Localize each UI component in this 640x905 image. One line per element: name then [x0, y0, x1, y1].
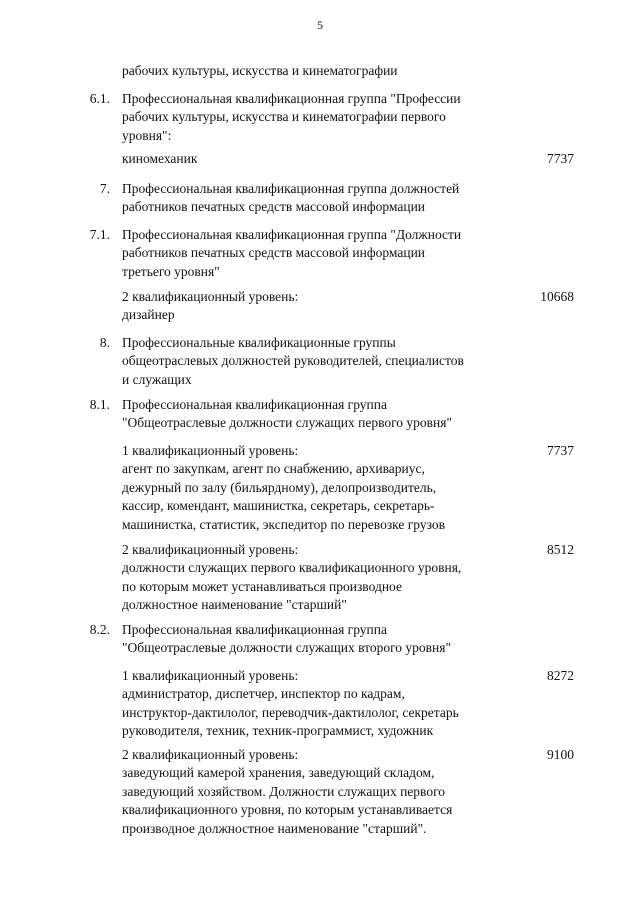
page-number: 5 [317, 18, 323, 32]
row-text-line: "Общеотраслевые должности служащих второго уровня" [122, 640, 452, 656]
row-text-line: Профессиональные квалификационные группы [122, 335, 396, 350]
row-text-line: инструктор-дактилолог, переводчик-дактилолог, секретарь [122, 704, 459, 720]
row-text-line: Профессиональная квалификационная группа [122, 397, 387, 412]
salary-value: 8512 [547, 542, 574, 557]
salary-value: 7737 [547, 443, 574, 458]
row-text-line: руководителя, техник, техник-программист, художник [122, 723, 434, 739]
row-text-line: рабочих культуры, искусства и кинематографии [122, 63, 398, 78]
salary-value: 8272 [547, 668, 574, 683]
row-number: 8.2. [89, 622, 110, 637]
row-text-line: должностное наименование "старший" [122, 597, 347, 613]
row-text-line: рабочих культуры, искусства и кинематографии первого [122, 109, 446, 125]
row-text-line: 1 квалификационный уровень: [122, 668, 299, 683]
row-text-line: агент по закупкам, агент по снабжению, архивариус, [122, 461, 425, 477]
row-text-line: машинистка, статистик, экспедитор по перевозке грузов [122, 516, 445, 532]
row-text-line: администратор, диспетчер, инспектор по кадрам, [122, 686, 405, 702]
row-text-line: 2 квалификационный уровень: [122, 747, 299, 762]
row-number: 6.1. [89, 91, 110, 106]
row-text-line: по которым может устанавливаться производное [122, 578, 402, 594]
row-text-line: производное должностное наименование "старший". [122, 820, 427, 836]
row-text-line: кассир, комендант, машинистка, секретарь, секретарь- [122, 498, 435, 514]
row-text-line: квалификационного уровня, по которым устанавливается [122, 802, 453, 818]
row-text-line: Профессиональная квалификационная группа "Должности [122, 227, 462, 242]
row-text-line: "Общеотраслевые должности служащих первого уровня" [122, 415, 452, 431]
row-number: 8. [99, 335, 110, 350]
row-text-line: уровня": [122, 127, 172, 143]
salary-value: 10668 [540, 289, 574, 304]
row-text-line: общеотраслевых должностей руководителей, специалистов [122, 353, 464, 369]
row-text-line: третьего уровня" [122, 263, 220, 279]
row-text-line: работников печатных средств массовой информации [122, 199, 426, 215]
row-number: 8.1. [89, 397, 110, 412]
row-text-line: Профессиональная квалификационная группа [122, 622, 387, 637]
row-text-line: работников печатных средств массовой информации [122, 245, 426, 261]
row-number: 7. [99, 181, 110, 196]
row-text-line: 2 квалификационный уровень: [122, 542, 299, 557]
row-text-line: дежурный по залу (бильярдному), делопроизводитель, [122, 479, 437, 495]
row-text-line: заведующий камерой хранения, заведующий складом, [122, 765, 435, 781]
row-text-line: заведующий хозяйством. Должности служащих первого [122, 783, 446, 799]
row-number: 7.1. [89, 227, 110, 242]
row-text-line: 1 квалификационный уровень: [122, 443, 299, 458]
salary-value: 7737 [547, 151, 574, 166]
row-text-line: 2 квалификационный уровень: [122, 289, 299, 304]
row-text-line: дизайнер [122, 307, 175, 323]
row-text-line: Профессиональная квалификационная группа "Профессии [122, 91, 461, 106]
salary-value: 9100 [547, 747, 574, 762]
row-text-line: Профессиональная квалификационная группа должностей [122, 181, 460, 196]
row-text-line: и служащих [122, 371, 192, 387]
row-text-line: киномеханик [122, 151, 198, 166]
row-text-line: должности служащих первого квалификационного уровня, [122, 560, 462, 576]
